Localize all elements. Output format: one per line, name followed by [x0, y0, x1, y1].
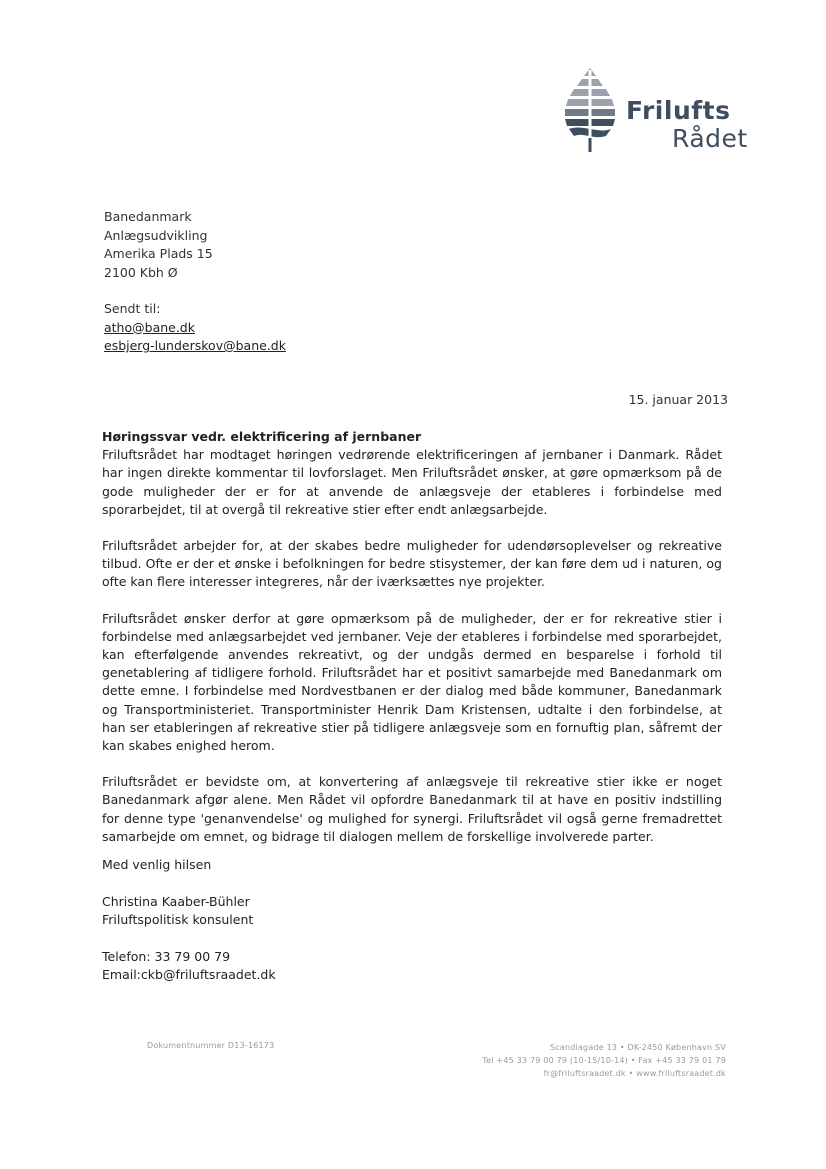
body-paragraph: Friluftsrådet har modtaget høringen vedrørende elektrificeringen af jernbaner i Danmark. Rådet har ingen direkte kommentar til lovforslaget. Men Friluftsrådet ønsker, at gøre opmærksom på de gode muligheder der er for at anvende de anlægsveje der etableres i forbindelse med sporarbejdet, til at overgå til rekreative stier efter endt anlægsarbejde.: [102, 447, 722, 517]
body-paragraph: Friluftsrådet er bevidste om, at konvertering af anlægsveje til rekreative stier ikke er noget Banedanmark afgør alene. Men Rådet vil opfordre Banedanmark til at have en positiv indstilling for denne type 'genanvendelse' og mulighed for synergi. Friluftsrådet vil også gerne fremadrettet samarbejde om emnet, og bidrage til dialogen mellem de forskellige involverede parter.: [102, 774, 722, 844]
footer-phone-fax: Tel +45 33 79 00 79 (10-15/10-14) • Fax +45 33 79 01 79: [482, 1056, 726, 1065]
document-number: Dokumentnummer D13-16173: [147, 1041, 275, 1050]
body-paragraph: Friluftsrådet ønsker derfor at gøre opmærksom på de muligheder, der er for rekreative stier i forbindelse med anlægsarbejdet ved jernbaner. Veje der etableres i forbindelse med sporarbejdet, kan efterfølgende anvendes rekreativt, og der undgås dermed en besparelse i forhold til genetablering af tidligere forhold. Friluftsrådet har et positivt samarbejde med Banedanmark om dette emne. I forbindelse med Nordvestbanen er der dialog med både kommuner, Banedanmark og Transportministeriet. Transportminister Henrik Dam Kristensen, udtalte i den forbindelse, at han ser etableringen af rekreative stier på tidligere anlægsveje som en fornuftig plan, såfremt der kan skabes enighed herom.: [102, 610, 722, 754]
letter-body: [102, 428, 722, 864]
body-paragraph: Friluftsrådet arbejder for, at der skabes bedre muligheder for udendørsoplevelser og rekreative tilbud. Ofte er der et ønske i befolkningen for bedre stisystemer, der kan føre dem ud i naturen, og ofte kan flere interesser integreres, når der iværksættes nye projekter.: [102, 538, 722, 590]
footer-web: fr@friluftsraadet.dk • www.friluftsraadet.dk: [543, 1069, 726, 1078]
email-link-esbjerg[interactable]: esbjerg-lunderskov@bane.dk: [104, 338, 286, 353]
signer-email: Email:ckb@friluftsraadet.dk: [102, 967, 276, 982]
footer-contact: [482, 1041, 726, 1080]
logo-text-line2: Rådet: [672, 124, 748, 153]
recipient-line: 2100 Kbh Ø: [104, 264, 178, 280]
closing-greeting: Med venlig hilsen: [102, 857, 212, 872]
recipient-address: [104, 208, 213, 282]
signer-phone: Telefon: 33 79 00 79: [102, 948, 231, 964]
letter-closing: [102, 856, 276, 985]
signer-title: Friluftspolitisk konsulent: [102, 912, 254, 927]
recipient-line: Anlægsudvikling: [104, 227, 208, 243]
sent-to-label: Sendt til:: [104, 301, 161, 316]
email-link-atho[interactable]: atho@bane.dk: [104, 319, 195, 335]
recipient-line: Amerika Plads 15: [104, 246, 213, 261]
logo-text-line1: Frilufts: [626, 96, 731, 125]
letter-subject: Høringssvar vedr. elektrificering af jernbaner: [102, 429, 422, 444]
friluftsraadet-logo: [560, 66, 760, 156]
recipient-line: Banedanmark: [104, 209, 192, 224]
letter-date: 15. januar 2013: [628, 392, 728, 407]
signer-name: Christina Kaaber-Bühler: [102, 893, 250, 909]
leaf-icon: [560, 66, 620, 156]
footer-address: Scandiagade 13 • DK-2450 København SV: [550, 1043, 726, 1052]
sent-to-block: [104, 300, 286, 356]
